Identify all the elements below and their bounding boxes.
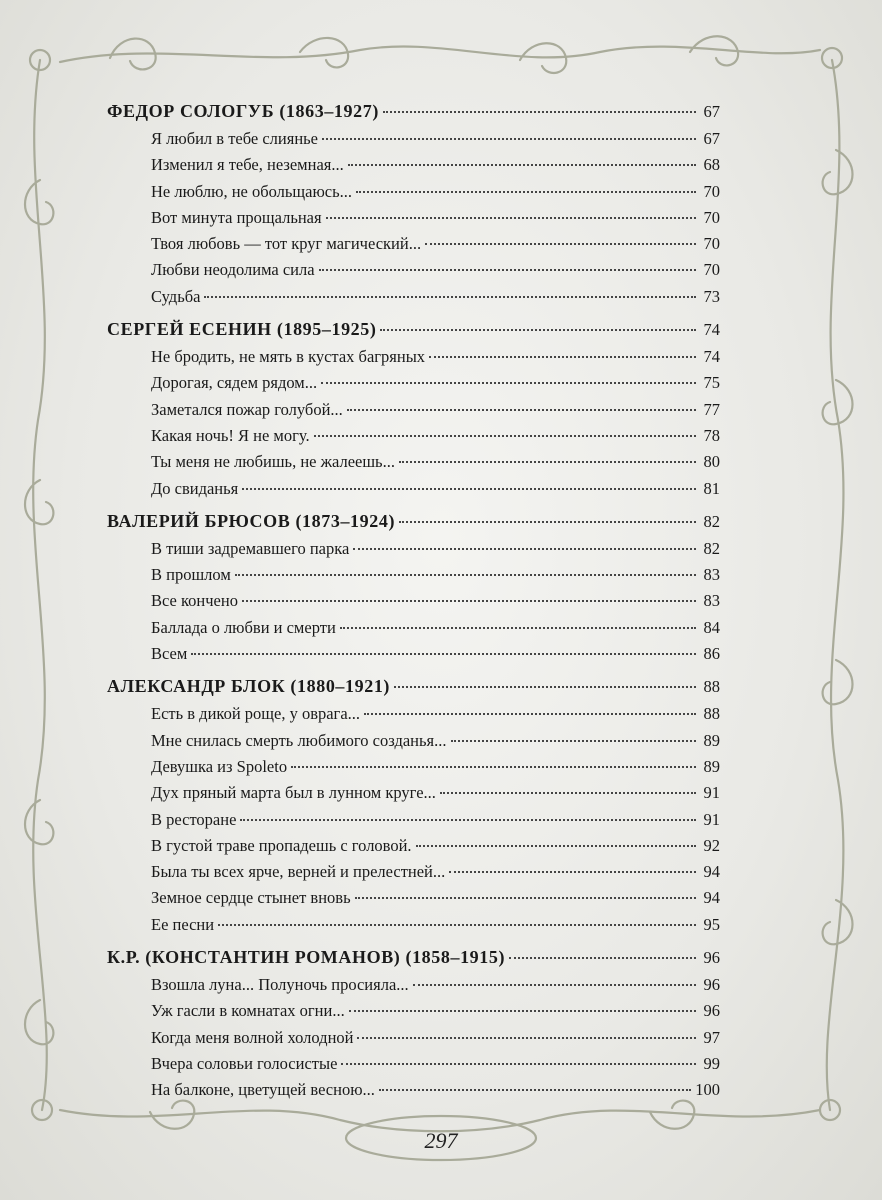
page-ref: 70 — [703, 234, 720, 254]
leader-dots — [429, 355, 696, 358]
poem-title: Взошла луна... Полуночь просияла... — [151, 975, 409, 995]
poem-title: Дорогая, сядем рядом... — [151, 373, 318, 393]
poem-title: Есть в дикой роще, у оврага... — [151, 704, 361, 724]
leader-dots — [399, 520, 696, 523]
toc-entry[interactable] — [107, 859, 720, 885]
leader-dots — [321, 381, 696, 384]
poem-title: Вчера соловьи голосистые — [151, 1053, 338, 1073]
toc-entry[interactable] — [107, 536, 720, 562]
toc-section — [107, 314, 720, 502]
leader-dots — [235, 573, 696, 576]
author-heading[interactable] — [107, 942, 720, 972]
leader-dots — [379, 1088, 691, 1091]
page-ref: 74 — [703, 320, 720, 340]
poem-title: В ресторане — [151, 809, 237, 829]
page-ref: 89 — [703, 756, 720, 776]
page-ref: 83 — [703, 565, 720, 585]
page-ref: 91 — [703, 809, 720, 829]
leader-dots — [314, 434, 696, 437]
leader-dots — [357, 1036, 696, 1039]
toc-section — [107, 506, 720, 667]
leader-dots — [416, 844, 696, 847]
leader-dots — [394, 685, 696, 688]
author-name: СЕРГЕЙ ЕСЕНИН (1895–1925) — [107, 319, 377, 340]
poem-title: Ее песни — [151, 914, 215, 934]
leader-dots — [425, 242, 696, 245]
leader-dots — [380, 328, 696, 331]
page-ref: 88 — [703, 704, 720, 724]
toc-entry[interactable] — [107, 1051, 720, 1077]
page-ref: 92 — [703, 835, 720, 855]
page-ref: 70 — [703, 260, 720, 280]
page-ref: 89 — [703, 730, 720, 750]
toc-section — [107, 671, 720, 938]
page-ref: 82 — [703, 538, 720, 558]
poem-title: Земное сердце стынет вновь — [151, 888, 351, 908]
leader-dots — [413, 983, 696, 986]
poem-title: Изменил я тебе, неземная... — [151, 155, 344, 175]
poem-title: Какая ночь! Я не могу. — [151, 425, 310, 445]
leader-dots — [348, 163, 696, 166]
page-ref: 67 — [703, 102, 720, 121]
page-number: 297 — [424, 1128, 458, 1153]
toc-entry[interactable] — [107, 205, 720, 231]
page-ref: 77 — [703, 399, 720, 419]
author-name: К.Р. (КОНСТАНТИН РОМАНОВ) (1858–1915) — [107, 947, 506, 968]
leader-dots — [356, 190, 696, 193]
leader-dots — [353, 547, 696, 550]
toc-entry[interactable] — [107, 972, 720, 998]
page-ref: 75 — [703, 373, 720, 393]
table-of-contents — [107, 96, 720, 1104]
poem-title: Девушка из Spoleto — [151, 756, 288, 776]
toc-entry[interactable] — [107, 152, 720, 178]
author-name: АЛЕКСАНДР БЛОК (1880–1921) — [107, 676, 391, 697]
toc-entry[interactable] — [107, 344, 720, 370]
toc-entry[interactable] — [107, 476, 720, 502]
toc-entry[interactable] — [107, 562, 720, 588]
toc-entry[interactable] — [107, 641, 720, 667]
toc-entry[interactable] — [107, 754, 720, 780]
page-ref: 67 — [703, 129, 720, 148]
leader-dots — [240, 818, 696, 821]
leader-dots — [347, 408, 696, 411]
toc-entry[interactable] — [107, 257, 720, 283]
page-ref: 96 — [703, 948, 720, 968]
author-heading[interactable] — [107, 506, 720, 536]
poem-title: Судьба — [151, 286, 201, 306]
toc-entry[interactable] — [107, 370, 720, 396]
page-ref: 100 — [695, 1080, 720, 1100]
page-ref: 96 — [703, 1001, 720, 1021]
toc-section — [107, 96, 720, 310]
leader-dots — [326, 216, 696, 219]
poem-title: Была ты всех ярче, верней и прелестней... — [151, 862, 446, 882]
toc-entry[interactable] — [107, 780, 720, 806]
toc-section — [107, 942, 720, 1103]
toc-entry[interactable] — [107, 912, 720, 938]
poem-title: Заметался пожар голубой... — [151, 399, 343, 419]
poem-title: Вот минута прощальная — [151, 207, 322, 227]
leader-dots — [319, 268, 696, 271]
leader-dots — [322, 137, 696, 140]
page-ref: 94 — [703, 862, 720, 882]
leader-dots — [364, 712, 696, 715]
toc-entry[interactable] — [107, 231, 720, 257]
leader-dots — [242, 487, 696, 490]
poem-title: Все кончено — [151, 591, 238, 611]
leader-dots — [440, 791, 696, 794]
poem-title: Я любил в тебе слиянье — [151, 129, 319, 148]
page-ref: 80 — [703, 452, 720, 472]
poem-title: Всем — [151, 644, 188, 664]
author-name: ВАЛЕРИЙ БРЮСОВ (1873–1924) — [107, 510, 396, 531]
page-ref: 81 — [703, 478, 720, 498]
page-ref: 95 — [703, 914, 720, 934]
toc-entry[interactable] — [107, 1025, 720, 1051]
toc-entry[interactable] — [107, 126, 720, 152]
page-ref: 82 — [703, 511, 720, 531]
leader-dots — [349, 1009, 696, 1012]
toc-entry[interactable] — [107, 615, 720, 641]
poem-title: В густой траве пропадешь с головой. — [151, 835, 412, 855]
poem-title: В прошлом — [151, 565, 231, 585]
leader-dots — [383, 110, 696, 113]
poem-title: Дух пряный марта был в лунном круге... — [151, 783, 436, 803]
poem-title: До свиданья — [151, 478, 239, 498]
toc-entry[interactable] — [107, 998, 720, 1024]
toc-entry[interactable] — [107, 885, 720, 911]
page-ref: 70 — [703, 181, 720, 201]
leader-dots — [399, 460, 696, 463]
page-ref: 73 — [703, 286, 720, 306]
leader-dots — [451, 739, 697, 742]
toc-entry[interactable] — [107, 423, 720, 449]
author-heading[interactable] — [107, 314, 720, 344]
poem-title: На балконе, цветущей весною... — [151, 1080, 375, 1100]
page-ref: 68 — [703, 155, 720, 175]
toc-entry[interactable] — [107, 179, 720, 205]
page-ref: 74 — [703, 347, 720, 367]
author-heading[interactable] — [107, 96, 720, 126]
page-ref: 97 — [703, 1027, 720, 1047]
leader-dots — [509, 956, 696, 959]
leader-dots — [218, 923, 696, 926]
page-ref: 96 — [703, 975, 720, 995]
page-ref: 83 — [703, 591, 720, 611]
page-ref: 78 — [703, 425, 720, 445]
leader-dots — [242, 599, 696, 602]
leader-dots — [191, 652, 696, 655]
poem-title: Когда меня волной холодной — [151, 1027, 354, 1047]
poem-title: Уж гасли в комнатах огни... — [151, 1001, 345, 1021]
leader-dots — [340, 626, 696, 629]
poem-title: Баллада о любви и смерти — [151, 617, 336, 637]
leader-dots — [204, 295, 696, 298]
poem-title: Ты меня не любишь, не жалеешь... — [151, 452, 395, 472]
toc-entry[interactable] — [107, 1077, 720, 1103]
author-heading[interactable] — [107, 671, 720, 701]
page-ref: 99 — [703, 1053, 720, 1073]
leader-dots — [355, 896, 696, 899]
leader-dots — [341, 1062, 696, 1065]
page-ref: 70 — [703, 207, 720, 227]
poem-title: Любви неодолима сила — [151, 260, 315, 280]
page-ref: 84 — [703, 617, 720, 637]
page-ref: 86 — [703, 644, 720, 664]
author-name: ФЕДОР СОЛОГУБ (1863–1927) — [107, 101, 379, 121]
page-ref: 94 — [703, 888, 720, 908]
poem-title: Твоя любовь — тот круг магический... — [151, 234, 422, 254]
poem-title: Мне снилась смерть любимого созданья... — [151, 730, 447, 750]
poem-title: Не люблю, не обольщаюсь... — [151, 181, 353, 201]
toc-entry[interactable] — [107, 397, 720, 423]
poem-title: Не бродить, не мять в кустах багряных — [151, 347, 426, 367]
leader-dots — [291, 765, 696, 768]
toc-entry[interactable] — [107, 284, 720, 310]
toc-entry[interactable] — [107, 833, 720, 859]
toc-entry[interactable] — [107, 728, 720, 754]
toc-entry[interactable] — [107, 807, 720, 833]
poem-title: В тиши задремавшего парка — [151, 538, 350, 558]
toc-entry[interactable] — [107, 588, 720, 614]
toc-entry[interactable] — [107, 701, 720, 727]
toc-entry[interactable] — [107, 449, 720, 475]
page-ref: 88 — [703, 677, 720, 697]
page-ref: 91 — [703, 783, 720, 803]
leader-dots — [449, 870, 696, 873]
